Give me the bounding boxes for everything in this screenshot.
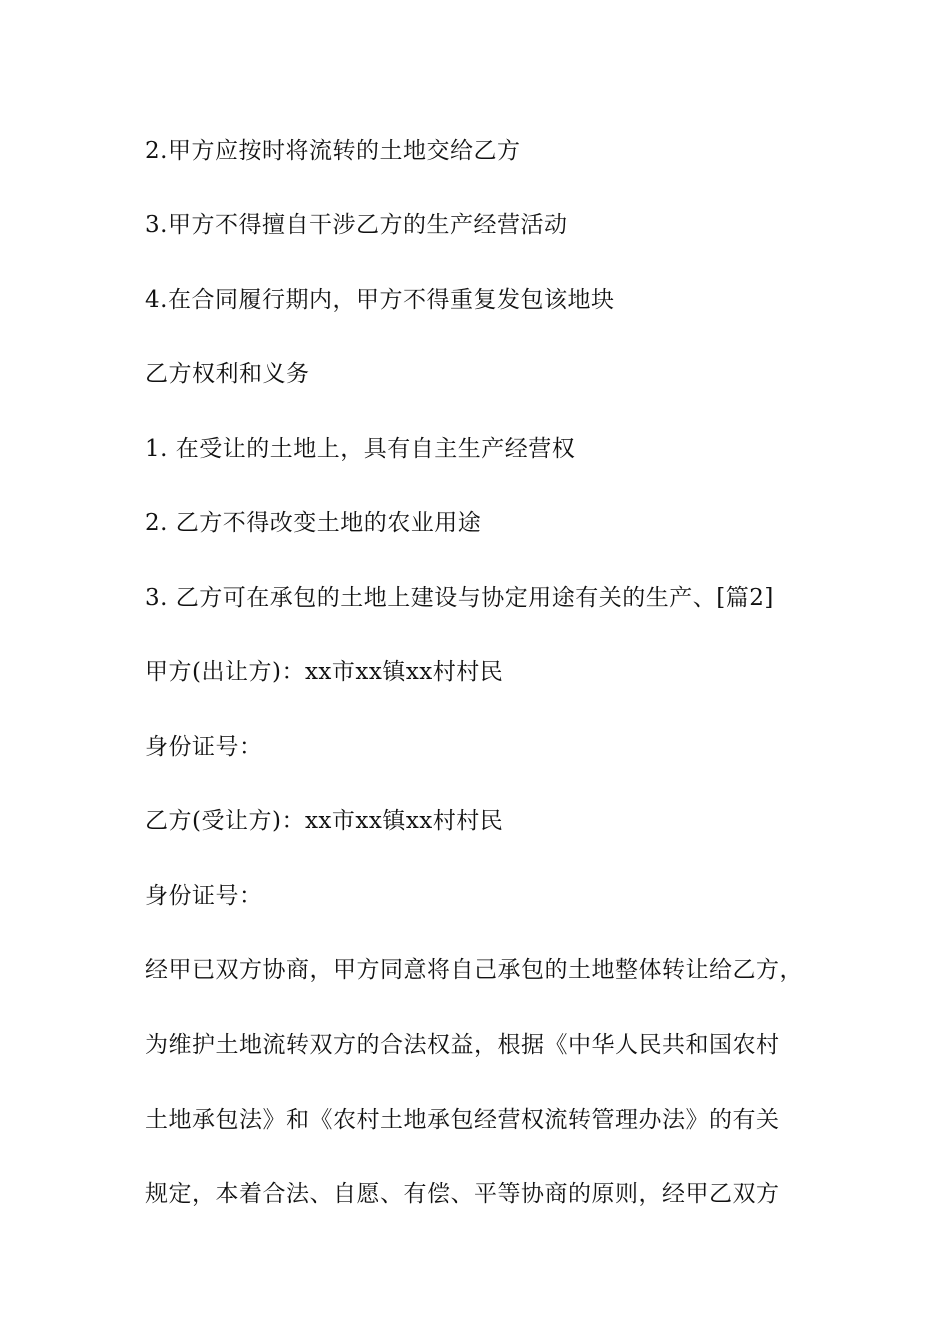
clause-party-b-construction: 3. 乙方可在承包的土地上建设与协定用途有关的生产、[篇2] [145, 585, 774, 611]
party-b-id-number: 身份证号： [145, 883, 263, 909]
preamble-line: 经甲已双方协商，甲方同意将自己承包的土地整体转让给乙方， [145, 957, 803, 983]
section-heading-party-b-rights: 乙方权利和义务 [145, 361, 310, 387]
party-a-id-number: 身份证号： [145, 734, 263, 760]
party-b-info: 乙方(受让方)：xx市xx镇xx村村民 [145, 808, 504, 834]
preamble-line: 为维护土地流转双方的合法权益，根据《中华人民共和国农村 [145, 1032, 780, 1058]
clause-party-a-no-repeat-lease: 4.在合同履行期内，甲方不得重复发包该地块 [145, 287, 615, 313]
party-a-info: 甲方(出让方)：xx市xx镇xx村村民 [145, 659, 504, 685]
preamble-line: 规定，本着合法、自愿、有偿、平等协商的原则，经甲乙双方 [145, 1181, 780, 1207]
clause-party-a-deliver-land: 2.甲方应按时将流转的土地交给乙方 [145, 138, 521, 164]
clause-party-a-no-interference: 3.甲方不得擅自干涉乙方的生产经营活动 [145, 212, 568, 238]
preamble-line: 土地承包法》和《农村土地承包经营权流转管理办法》的有关 [145, 1107, 780, 1133]
clause-party-b-autonomy: 1. 在受让的土地上，具有自主生产经营权 [145, 436, 576, 462]
clause-party-b-agricultural-use: 2. 乙方不得改变土地的农业用途 [145, 510, 482, 536]
